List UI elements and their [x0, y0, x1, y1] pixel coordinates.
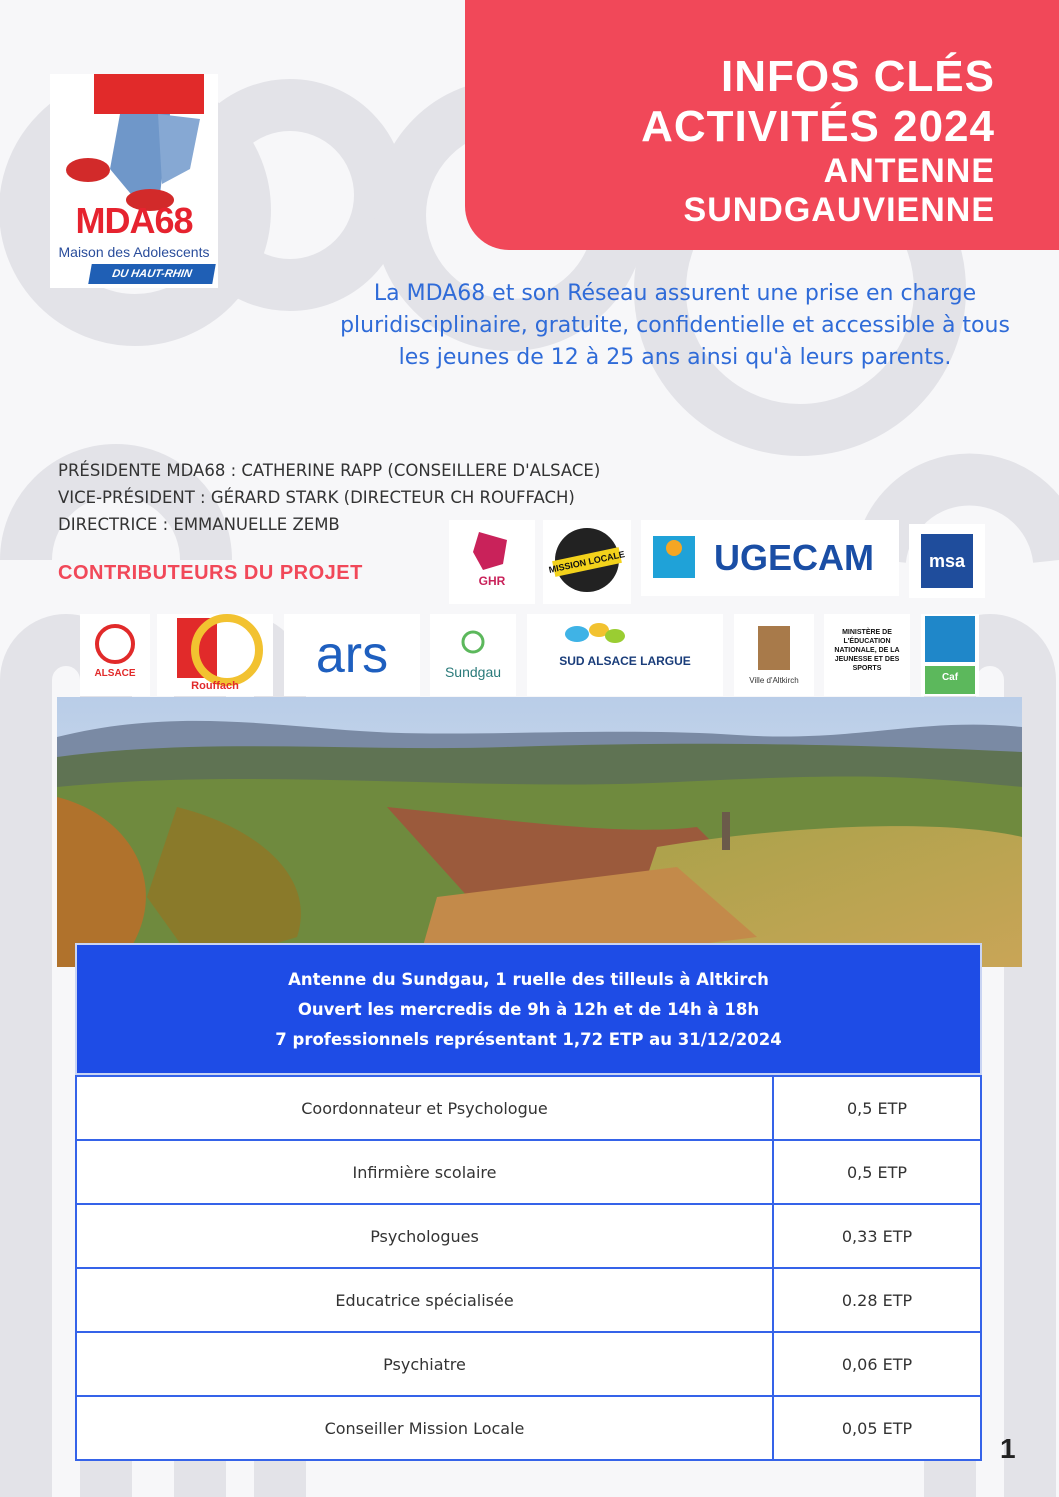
title-line-2: ACTIVITÉS 2024 [641, 102, 995, 151]
etp-cell: 0,5 ETP [773, 1140, 981, 1204]
etp-cell: 0,06 ETP [773, 1332, 981, 1396]
role-cell: Conseiller Mission Locale [76, 1396, 773, 1460]
partner-logo-ghr: GHR [449, 520, 535, 604]
antenna-address: Antenne du Sundgau, 1 ruelle des tilleuls à Altkirch [288, 970, 769, 989]
partner-logo-ministere: MINISTÈRE DE L'ÉDUCATION NATIONALE, DE LA JEUNESSE ET DES SPORTS [824, 614, 910, 696]
logo-mda68-text: MDA68 [75, 200, 193, 241]
title-line-1: INFOS CLÉS [720, 52, 995, 101]
etp-cell: 0,5 ETP [773, 1076, 981, 1140]
antenna-info-table [75, 943, 982, 1461]
partner-logo-sud-alsace-largue: SUD ALSACE LARGUE [527, 614, 723, 696]
antenna-info-header [75, 943, 982, 1075]
president-line: PRÉSIDENTE MDA68 : CATHERINE RAPP (CONSEILLERE D'ALSACE) [58, 461, 601, 480]
role-cell: Psychologues [76, 1204, 773, 1268]
role-cell: Educatrice spécialisée [76, 1268, 773, 1332]
etp-cell: 0,05 ETP [773, 1396, 981, 1460]
village-landscape-photo [57, 697, 1022, 967]
partner-logo-mission-locale: MISSION LOCALE [543, 520, 631, 604]
table-row [76, 1204, 981, 1268]
role-cell: Infirmière scolaire [76, 1140, 773, 1204]
partner-logo-altkirch: Ville d'Altkirch [734, 614, 814, 696]
partner-logo-caf: Caf [921, 614, 979, 696]
page-number: 1 [1000, 1433, 1016, 1464]
staff-etp-table [75, 1075, 982, 1461]
mda68-logo [50, 74, 218, 288]
partner-logo-alsace: ALSACE [80, 614, 150, 696]
title-line-4: SUNDGAUVIENNE [683, 191, 995, 229]
director-line: DIRECTRICE : EMMANUELLE ZEMB [58, 515, 340, 534]
partner-logo-msa: msa [909, 524, 985, 598]
table-row [76, 1140, 981, 1204]
vice-president-line: VICE-PRÉSIDENT : GÉRARD STARK (DIRECTEUR CH ROUFFACH) [58, 488, 575, 507]
antenna-staff-summary: 7 professionnels représentant 1,72 ETP au 31/12/2024 [275, 1030, 782, 1049]
table-row [76, 1332, 981, 1396]
partner-logo-ch-rouffach: Rouffach [157, 614, 273, 696]
role-cell: Coordonnateur et Psychologue [76, 1076, 773, 1140]
title-line-3: ANTENNE [823, 152, 995, 190]
antenna-hours: Ouvert les mercredis de 9h à 12h et de 14h à 18h [297, 1000, 760, 1019]
title-banner [465, 0, 1059, 250]
intro-paragraph: La MDA68 et son Réseau assurent une prise en charge pluridisciplinaire, gratuite, confidentielle et accessible à tous les jeunes de 12 à 25 ans ainsi qu'à leurs parents. [340, 281, 1010, 370]
contributors-title: CONTRIBUTEURS DU PROJET [58, 562, 363, 584]
partner-logo-ars: ars [284, 614, 420, 696]
logo-subtitle: Maison des Adolescents [58, 244, 210, 260]
partner-logo-sundgau: Sundgau [430, 614, 516, 696]
table-row [76, 1268, 981, 1332]
etp-cell: 0.28 ETP [773, 1268, 981, 1332]
table-row [76, 1076, 981, 1140]
logo-band: DU HAUT-RHIN [88, 264, 216, 284]
role-cell: Psychiatre [76, 1332, 773, 1396]
table-row [76, 1396, 981, 1460]
etp-cell: 0,33 ETP [773, 1204, 981, 1268]
partner-logo-ugecam: UGECAM [641, 520, 899, 596]
